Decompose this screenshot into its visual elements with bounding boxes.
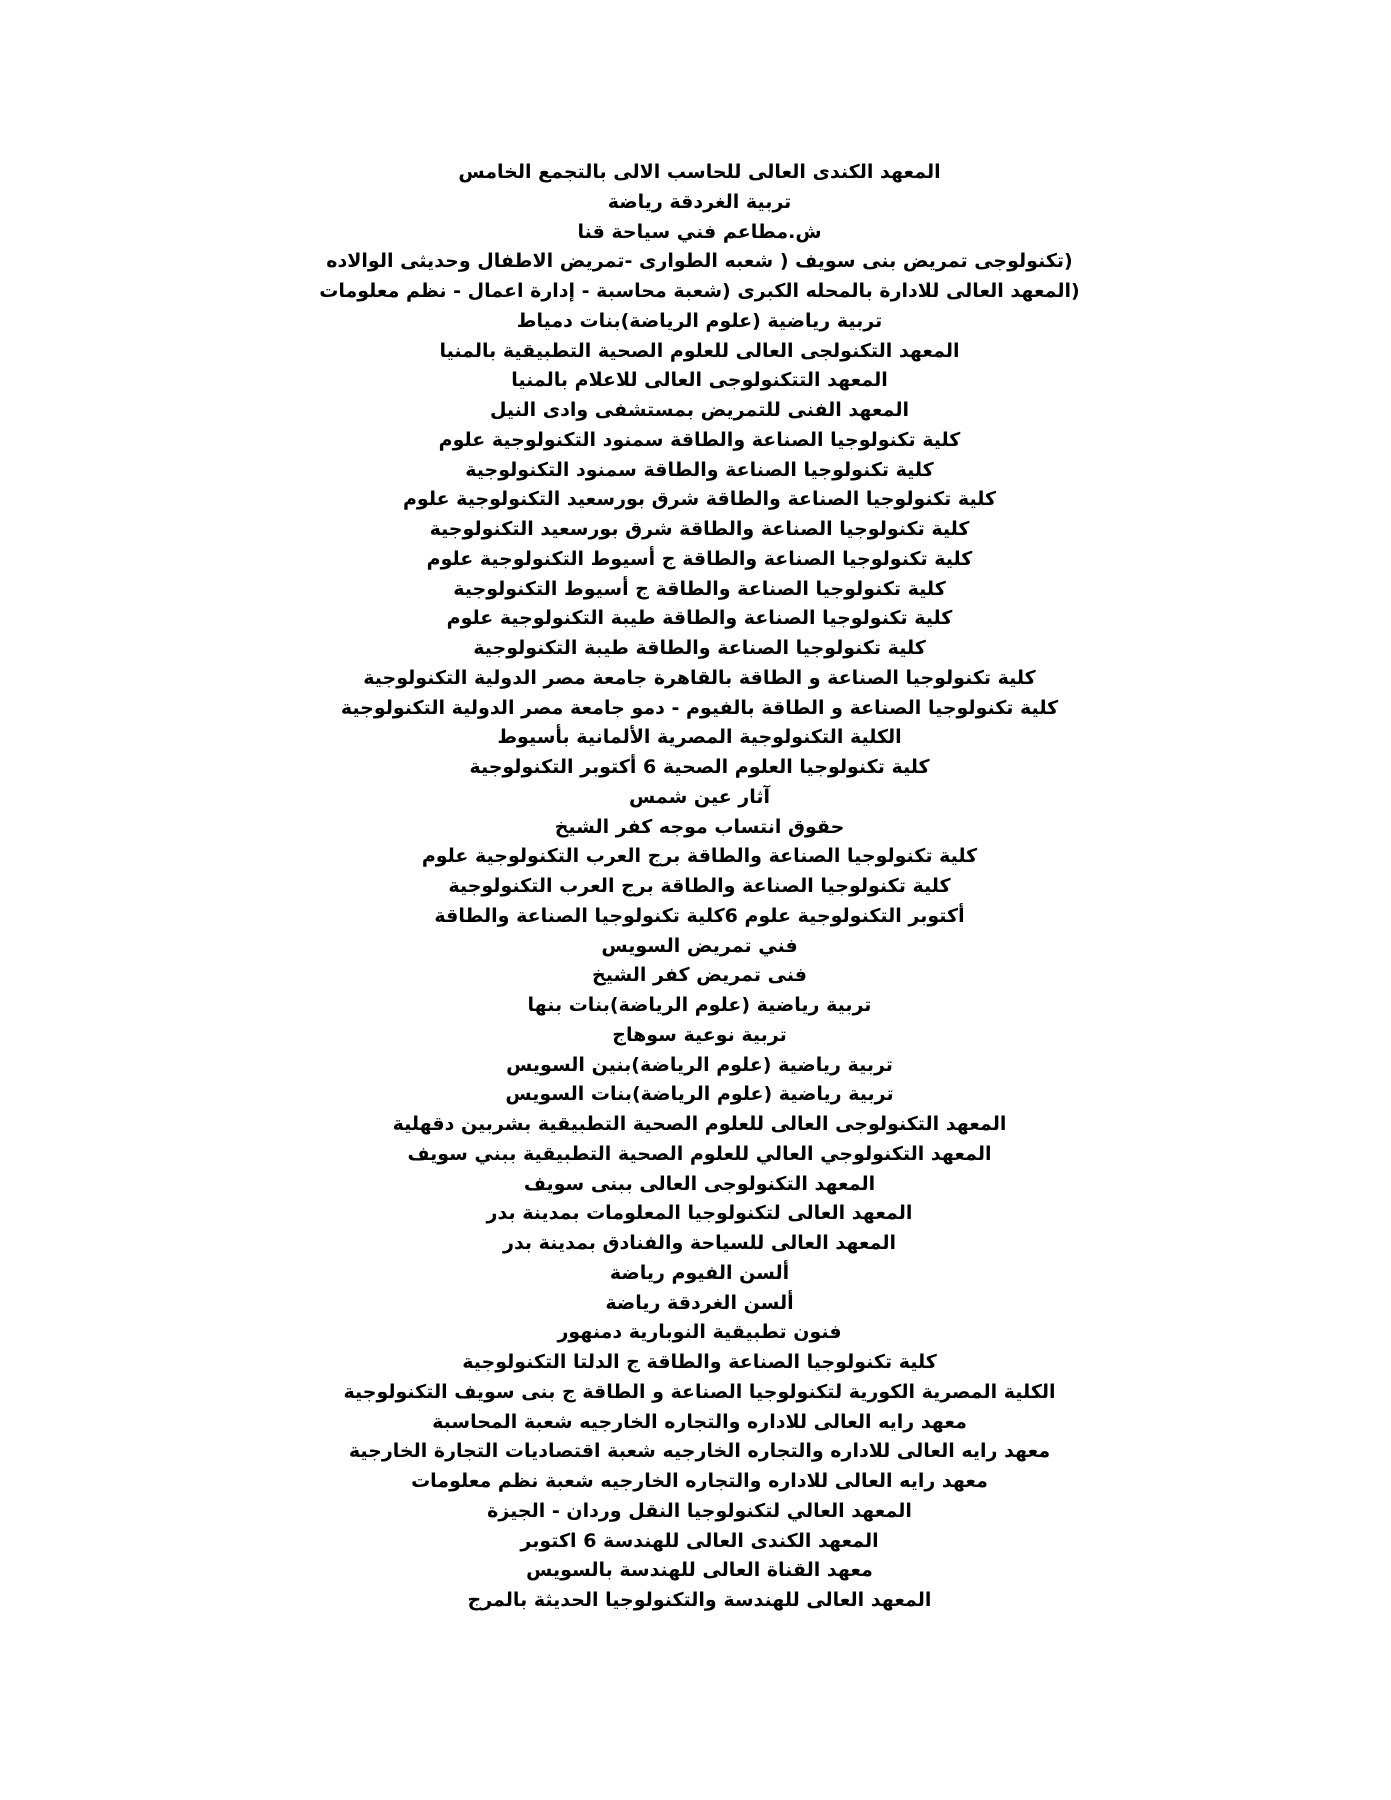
list-line: كلية تكنولوجيا الصناعة والطاقة ج الدلتا التكنولوجية bbox=[462, 1351, 937, 1373]
list-line: تربية نوعية سوهاج bbox=[612, 1023, 787, 1046]
list-line: المعهد التتكنولوجى العالى للاعلام بالمنيا bbox=[511, 369, 888, 392]
list-line: كلية تكنولوجيا الصناعة والطاقة ج أسيوط التكنولوجية علوم bbox=[426, 547, 973, 570]
list-line: كلية تكنولوجيا الصناعة والطاقة سمنود التكنولوجية bbox=[465, 458, 934, 481]
list-line: فنون تطبيقية النوبارية دمنهور bbox=[557, 1321, 842, 1344]
list-line: كلية تكنولوجيا الصناعة والطاقة طيبة التكنولوجية علوم bbox=[446, 607, 953, 630]
list-line: كلية تكنولوجيا الصناعة والطاقة شرق بورسعيد التكنولوجية bbox=[429, 518, 970, 540]
list-line: كلية تكنولوجيا الصناعة والطاقة سمنود التكنولوجية علوم bbox=[438, 428, 961, 451]
list-line: كلية تكنولوجيا الصناعة و الطاقة بالفيوم - دمو جامعة مصر الدولية التكنولوجية bbox=[340, 696, 1059, 719]
list-line: ألسن الفيوم رياضة bbox=[609, 1261, 790, 1284]
list-line: المعهد العالي لتكنولوجيا النقل وردان - الجيزة bbox=[487, 1499, 912, 1522]
list-line: حقوق انتساب موجه كفر الشيخ bbox=[554, 815, 845, 838]
list-line: المعهد التكنولوجي العالي للعلوم الصحية التطبيقية ببني سويف bbox=[407, 1142, 992, 1165]
list-line: ش.مطاعم فني سياحة قنا bbox=[577, 220, 822, 243]
list-line: معهد رايه العالى للاداره والتجاره الخارجيه شعبة نظم معلومات bbox=[411, 1470, 988, 1492]
list-line: معهد رايه العالى للاداره والتجاره الخارجيه شعبة المحاسبة bbox=[432, 1410, 967, 1433]
list-line: كلية تكنولوجيا الصناعة و الطاقة بالقاهرة جامعة مصر الدولية التكنولوجية bbox=[363, 666, 1036, 689]
list-line: كلية تكنولوجيا العلوم الصحية 6 أكتوبر التكنولوجية bbox=[469, 756, 930, 778]
list-line: تربية الغردقة رياضة bbox=[607, 190, 792, 213]
list-line: (تكنولوجى تمريض بنى سويف ( شعبه الطوارى -تمريض الاطفال وحديثى الوالاده bbox=[326, 250, 1073, 273]
list-line: آثار عين شمس bbox=[628, 785, 771, 808]
list-line: الكلية التكنولوجية المصرية الألمانية بأسيوط bbox=[497, 726, 902, 749]
list-line: المعهد العالى للهندسة والتكنولوجيا الحديثة بالمرج bbox=[467, 1589, 932, 1611]
list-line: تربية رياضية (علوم الرياضة)بنات السويس bbox=[505, 1083, 894, 1106]
list-line: ألسن الغردقة رياضة bbox=[605, 1291, 794, 1314]
list-line: أكتوبر التكنولوجية علوم 6كلية تكنولوجيا الصناعة والطاقة bbox=[434, 904, 965, 927]
list-line: المعهد الكندى العالى للحاسب الالى بالتجمع الخامس bbox=[458, 161, 941, 183]
list-line: المعهد التكنولجى العالى للعلوم الصحية التطبيقية بالمنيا bbox=[439, 339, 960, 362]
list-line: (المعهد العالى للادارة بالمحله الكبرى (شعبة محاسبة - إدارة اعمال - نظم معلومات bbox=[319, 280, 1080, 302]
list-line: المعهد التكنولوجى العالى ببنى سويف bbox=[523, 1172, 876, 1195]
list-line: كلية تكنولوجيا الصناعة والطاقة برج العرب التكنولوجية علوم bbox=[421, 845, 978, 868]
list-line: كلية تكنولوجيا الصناعة والطاقة ج أسيوط التكنولوجية bbox=[453, 577, 946, 600]
list-line: كلية تكنولوجيا الصناعة والطاقة برج العرب التكنولوجية bbox=[448, 875, 951, 897]
list-line: فنى تمريض كفر الشيخ bbox=[592, 964, 807, 987]
list-line: المعهد التكنولوجى العالى للعلوم الصحية التطبيقية بشربين دقهلية bbox=[392, 1113, 1007, 1135]
list-line: تربية رياضية (علوم الرياضة)بنين السويس bbox=[506, 1053, 893, 1076]
institution-list bbox=[0, 158, 1391, 1616]
list-line: معهد رايه العالى للاداره والتجاره الخارجيه شعبة اقتصاديات التجارة الخارجية bbox=[348, 1440, 1051, 1463]
list-line: المعهد العالى للسياحة والفنادق بمدينة بدر bbox=[503, 1232, 896, 1254]
list-line: فني تمريض السويس bbox=[601, 934, 798, 957]
list-line: معهد القناة العالى للهندسة بالسويس bbox=[526, 1559, 873, 1582]
list-line: تربية رياضية (علوم الرياضة)بنات بنها bbox=[527, 994, 872, 1016]
list-line: كلية تكنولوجيا الصناعة والطاقة شرق بورسعيد التكنولوجية علوم bbox=[402, 488, 997, 511]
list-line: المعهد الفنى للتمريض بمستشفى وادى النيل bbox=[489, 399, 910, 421]
list-line: كلية تكنولوجيا الصناعة والطاقة طيبة التكنولوجية bbox=[473, 637, 926, 659]
list-line: الكلية المصرية الكورية لتكنولوجيا الصناعة و الطاقة ج بنى سويف التكنولوجية bbox=[343, 1380, 1056, 1403]
list-line: المعهد الكندى العالى للهندسة 6 اكتوبر bbox=[520, 1529, 879, 1552]
list-line: تربية رياضية (علوم الرياضة)بنات دمياط bbox=[516, 309, 883, 332]
list-line: المعهد العالى لتكنولوجيا المعلومات بمدينة بدر bbox=[486, 1202, 913, 1225]
